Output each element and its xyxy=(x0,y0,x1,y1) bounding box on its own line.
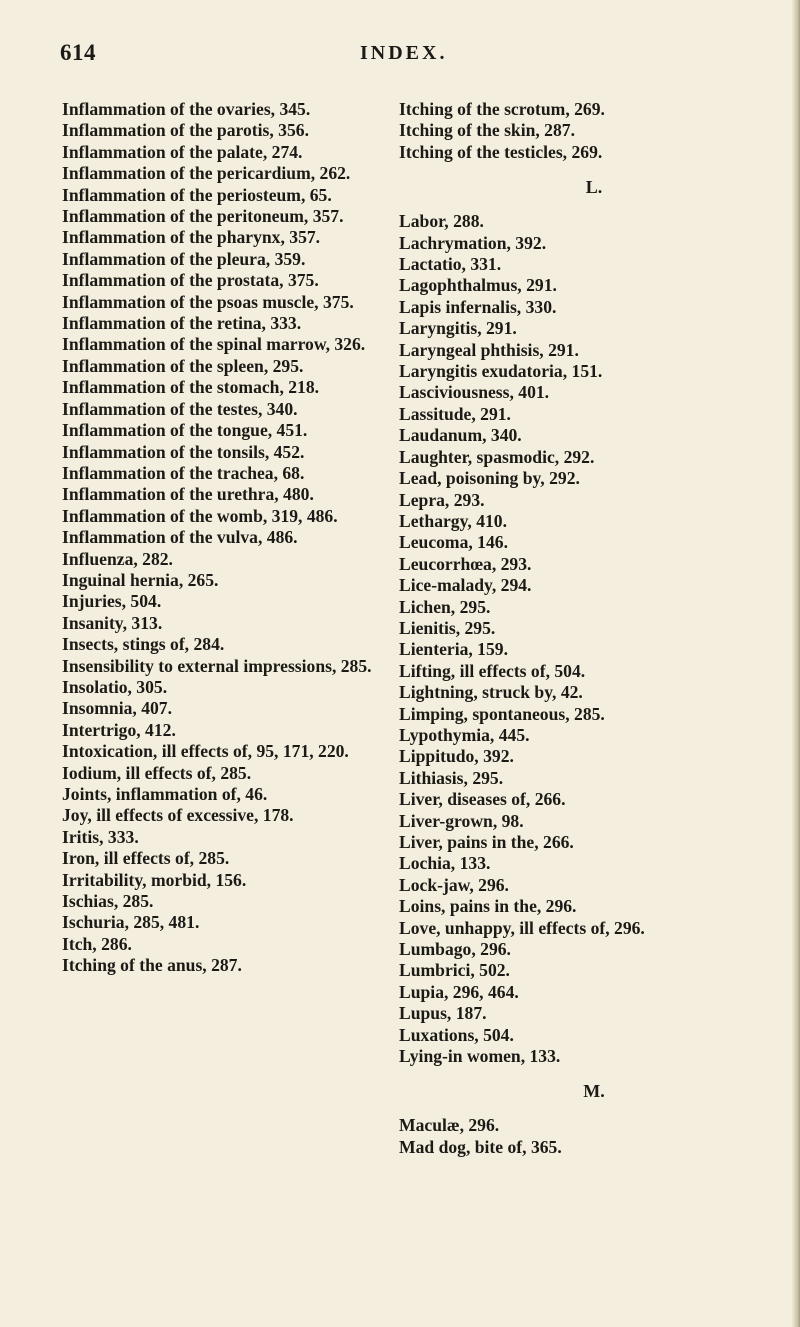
index-entry: Insolatio, 305. xyxy=(62,676,168,697)
index-entry: Lypothymia, 445. xyxy=(399,724,530,745)
index-entry: Lapis infernalis, 330. xyxy=(399,296,557,317)
index-entry: Lienitis, 295. xyxy=(399,617,496,638)
index-entry: Inflammation of the spinal marrow, 326. xyxy=(62,334,366,355)
index-entry: Iron, ill effects of, 285. xyxy=(62,848,230,869)
entries-continued xyxy=(399,99,789,163)
index-entry: Inflammation of the prostata, 375. xyxy=(62,270,319,291)
section-heading-l: L. xyxy=(585,177,603,198)
index-entry: Lasciviousness, 401. xyxy=(399,382,550,403)
index-entry: Lithiasis, 295. xyxy=(399,767,504,788)
index-entry: Intertrigo, 412. xyxy=(62,719,176,740)
index-entry: Inflammation of the tongue, 451. xyxy=(62,420,308,441)
index-entry: Lupia, 296, 464. xyxy=(399,981,519,1002)
index-entry: Itch, 286. xyxy=(62,933,132,954)
index-entry: Labor, 288. xyxy=(399,211,484,232)
index-entry: Iodium, ill effects of, 285. xyxy=(62,762,252,783)
index-entry: Lichen, 295. xyxy=(399,596,491,617)
index-entry: Lagophthalmus, 291. xyxy=(399,275,557,296)
index-entry: Joy, ill effects of excessive, 178. xyxy=(62,805,294,826)
index-entry: Liver-grown, 98. xyxy=(399,810,524,831)
index-entry: Injuries, 504. xyxy=(62,591,162,612)
index-entry: Joints, inflammation of, 46. xyxy=(62,784,268,804)
index-entry: Inflammation of the trachea, 68. xyxy=(62,462,305,483)
index-entry: Inflammation of the womb, 319, 486. xyxy=(62,505,338,526)
index-entry: Insects, stings of, 284. xyxy=(62,634,225,655)
index-entry: Inflammation of the testes, 340. xyxy=(62,398,298,419)
index-entry: Inflammation of the palate, 274. xyxy=(62,141,303,162)
index-entry: Laryngitis exudatoria, 151. xyxy=(399,361,603,382)
index-entry: Lienteria, 159. xyxy=(399,639,508,660)
index-entry: Insensibility to external impressions, 285. xyxy=(62,655,372,676)
index-entry: Lightning, struck by, 42. xyxy=(399,682,583,703)
index-column-right xyxy=(399,99,789,1158)
index-entry: Inguinal hernia, 265. xyxy=(62,569,219,590)
index-entry: Insomnia, 407. xyxy=(62,698,172,719)
index-entry: Inflammation of the vulva, 486. xyxy=(62,527,298,548)
index-entry: Inflammation of the pericardium, 262. xyxy=(62,163,351,184)
index-column-left xyxy=(62,99,392,977)
index-entry: Lactatio, 331. xyxy=(399,254,502,275)
index-entry: Inflammation of the stomach, 218. xyxy=(62,377,320,398)
index-entry: Lock-jaw, 296. xyxy=(399,874,509,895)
index-entry: Lupus, 187. xyxy=(399,1003,487,1024)
index-entry: Inflammation of the tonsils, 452. xyxy=(62,441,305,462)
index-entry: Lepra, 293. xyxy=(399,489,485,510)
index-entry: Iritis, 333. xyxy=(62,826,139,847)
index-entry: Laudanum, 340. xyxy=(399,425,522,446)
index-entry: Inflammation of the peritoneum, 357. xyxy=(62,206,344,227)
index-entry: Intoxication, ill effects of, 95, 171, 220. xyxy=(62,741,349,762)
index-entry: Inflammation of the pharynx, 357. xyxy=(62,227,321,248)
index-entry: Luxations, 504. xyxy=(399,1024,514,1045)
index-entry: Lippitudo, 392. xyxy=(399,746,514,767)
index-entry: Inflammation of the ovaries, 345. xyxy=(62,99,311,119)
index-entry: Itching of the testicles, 269. xyxy=(399,141,603,162)
index-entry: Ischuria, 285, 481. xyxy=(62,912,200,933)
index-entry: Liver, pains in the, 266. xyxy=(399,832,574,852)
index-entry: Itching of the anus, 287. xyxy=(62,955,242,976)
page-number: 614 xyxy=(60,40,96,65)
index-entry: Lying-in women, 133. xyxy=(399,1046,561,1067)
page-header xyxy=(60,40,740,80)
index-entry: Liver, diseases of, 266. xyxy=(399,789,566,810)
index-entry: Lumbago, 296. xyxy=(399,939,511,960)
page-edge-shadow xyxy=(792,0,800,1327)
index-entry: Leucoma, 146. xyxy=(399,532,508,553)
index-entry: Leucorrhœa, 293. xyxy=(399,553,532,574)
index-entry: Lifting, ill effects of, 504. xyxy=(399,660,586,681)
index-entry: Mad dog, bite of, 365. xyxy=(399,1136,562,1157)
index-entry: Lice-malady, 294. xyxy=(399,575,532,596)
running-title: INDEX. xyxy=(360,42,448,64)
index-entry: Maculæ, 296. xyxy=(399,1115,500,1136)
index-entry: Inflammation of the psoas muscle, 375. xyxy=(62,291,354,312)
index-entry: Inflammation of the pleura, 359. xyxy=(62,248,306,269)
index-entry: Lead, poisoning by, 292. xyxy=(399,468,580,489)
index-entry: Lochia, 133. xyxy=(399,853,491,874)
index-entry: Lachrymation, 392. xyxy=(399,232,547,253)
index-entry: Laughter, spasmodic, 292. xyxy=(399,446,595,467)
index-entry: Lethargy, 410. xyxy=(399,510,508,531)
index-entry: Lassitude, 291. xyxy=(399,403,511,424)
section-heading-m: M. xyxy=(583,1081,605,1102)
index-entry: Inflammation of the periosteum, 65. xyxy=(62,184,332,205)
index-entry: Lumbrici, 502. xyxy=(399,960,510,981)
index-entry: Laryngeal phthisis, 291. xyxy=(399,339,579,360)
index-entry: Inflammation of the spleen, 295. xyxy=(62,355,304,376)
index-entry: Itching of the skin, 287. xyxy=(399,120,575,141)
index-entry: Ischias, 285. xyxy=(62,891,154,912)
index-entry: Insanity, 313. xyxy=(62,612,163,633)
section-l-entries xyxy=(399,211,789,1067)
index-entry: Limping, spontaneous, 285. xyxy=(399,703,605,724)
index-entry: Irritability, morbid, 156. xyxy=(62,869,247,890)
index-entry: Loins, pains in the, 296. xyxy=(399,896,577,917)
section-m-entries xyxy=(399,1115,789,1158)
index-entry: Inflammation of the urethra, 480. xyxy=(62,484,314,505)
index-entry: Inflammation of the retina, 333. xyxy=(62,313,302,334)
index-entry: Inflammation of the parotis, 356. xyxy=(62,120,309,141)
index-entry: Itching of the scrotum, 269. xyxy=(399,99,605,119)
index-entry: Love, unhappy, ill effects of, 296. xyxy=(399,917,645,938)
index-entry: Influenza, 282. xyxy=(62,548,173,569)
index-entry: Laryngitis, 291. xyxy=(399,318,517,339)
